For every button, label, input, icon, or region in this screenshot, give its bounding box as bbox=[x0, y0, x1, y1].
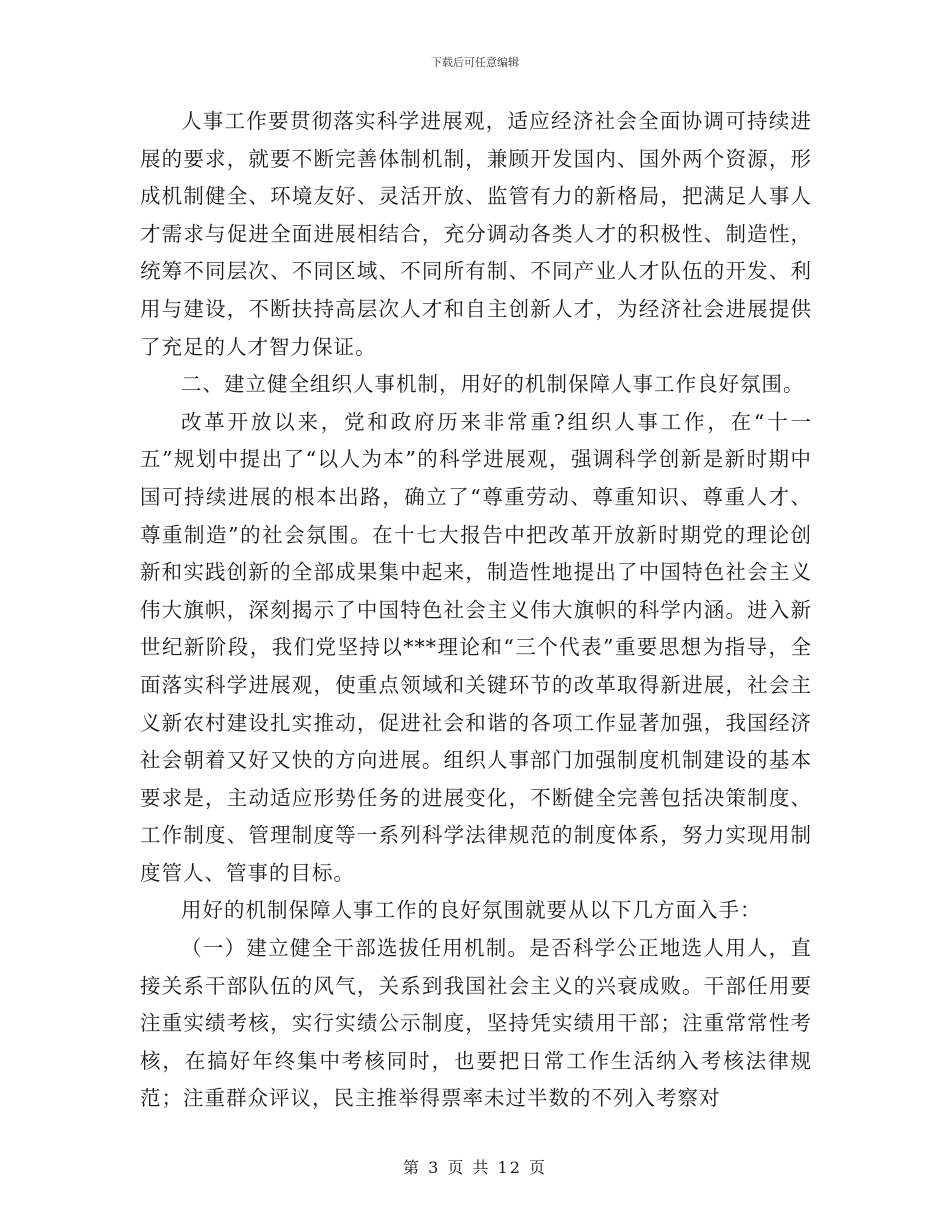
document-body bbox=[140, 103, 812, 1118]
paragraph-approach-intro: 用好的机制保障人事工作的良好氛围就要从以下几方面入手： bbox=[181, 898, 762, 923]
paragraph-reform-opening: 改革开放以来，党和政府历来非常重?组织人事工作，在“十一五”规划中提出了“以人为本”的科学进展观，强调科学创新是新时期中国可持续进展的根本出路，确立了“尊重劳动、尊重知识、尊重人才、尊重制造”的社会氛围。在十七大报告中把改革开放新时期党的理论创新和实践创新的全部成果集中起来，制造性地提出了中国特色社会主义伟大旗帜，深刻揭示了中国特色社会主义伟大旗帜的科学内涵。进入新世纪新阶段，我们党坚持以***理论和“三个代表”重要思想为指导，全面落实科学进展观，使重点领域和关键环节的改革取得新进展，社会主义新农村建设扎实推动，促进社会和谐的各项工作显著加强，我国经济社会朝着又好又快的方向进展。组织人事部门加强制度机制建设的基本要求是，主动适应形势任务的进展变化，不断健全完善包括决策制度、工作制度、管理制度等一系列科学法律规范的制度体系，努力实现用制度管人、管事的目标。 bbox=[140, 409, 812, 885]
paragraph-talent-development: 人事工作要贯彻落实科学进展观，适应经济社会全面协调可持续进展的要求，就要不断完善体制机制，兼顾开发国内、国外两个资源，形成机制健全、环境友好、灵活开放、监管有力的新格局，把满足人事人才需求与促进全面进展相结合，充分调动各类人才的积极性、制造性，统筹不同层次、不同区域、不同所有制、不同产业人才队伍的开发、利用与建设，不断扶持高层次人才和自主创新人才，为经济社会进展提供了充足的人才智力保证。 bbox=[140, 109, 812, 359]
section-heading-two: 二、建立健全组织人事机制，用好的机制保障人事工作良好氛围。 bbox=[181, 372, 805, 397]
page-number-footer: 第 3 页 共 12 页 bbox=[403, 1158, 547, 1177]
page-header: 下载后可任意编辑 bbox=[431, 56, 519, 69]
paragraph-cadre-selection: （一）建立健全干部选拔任用机制。是否科学公正地选人用人，直接关系干部队伍的风气，关系到我国社会主义的兴衰成败。干部任用要注重实绩考核，实行实绩公示制度，坚持凭实绩用干部；注重常常性考核，在搞好年终集中考核同时，也要把日常工作生活纳入考核法律规范；注重群众评议，民主推举得票率未过半数的不列入考察对 bbox=[140, 936, 812, 1111]
